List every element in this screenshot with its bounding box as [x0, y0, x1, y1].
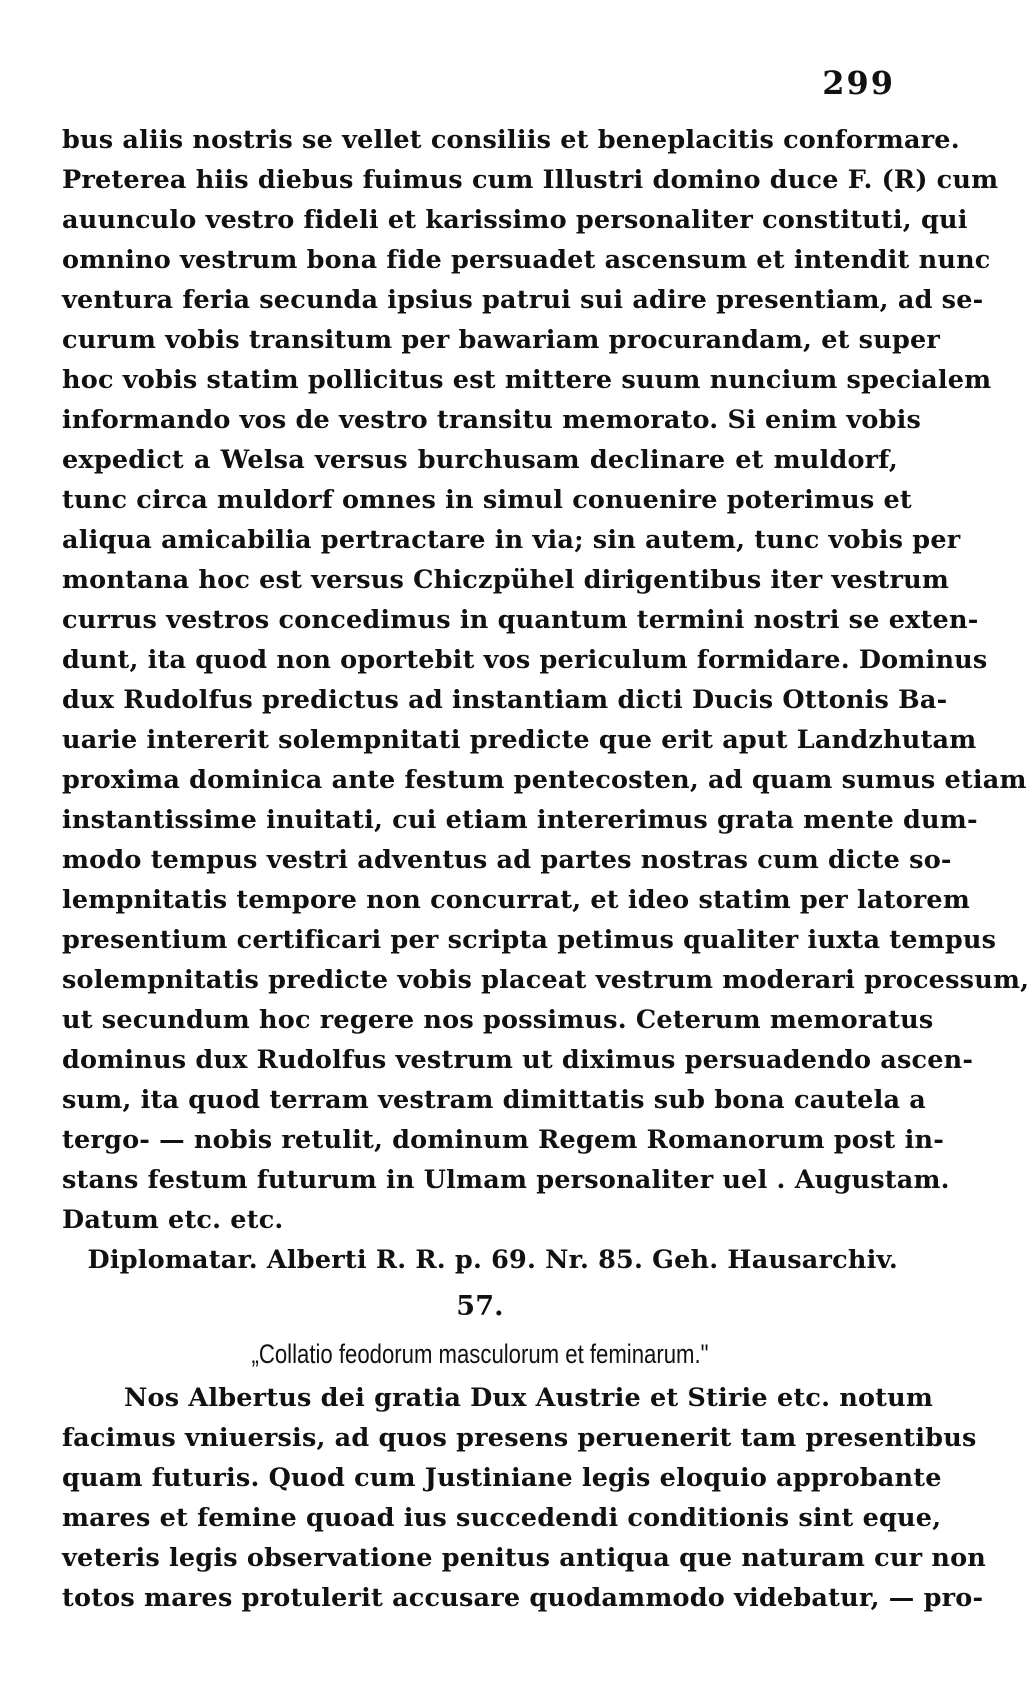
text-line: Preterea hiis diebus fuimus cum Illustri domino duce F. (R) cum — [62, 165, 999, 195]
text-line: dunt, ita quod non oportebit vos periculum formidare. Dominus — [62, 645, 988, 675]
text-line: dux Rudolfus predictus ad instantiam dicti Ducis Ottonis Ba- — [62, 685, 948, 715]
document-number: 57. — [456, 1291, 504, 1322]
text-line: lempnitatis tempore non concurrat, et ideo statim per latorem — [62, 885, 971, 915]
text-line: Nos Albertus dei gratia Dux Austrie et Stirie etc. notum — [124, 1383, 934, 1413]
page-number: 299 — [822, 64, 895, 102]
text-line: veteris legis observatione penitus antiqua que naturam cur non — [62, 1543, 987, 1573]
text-line: informando vos de vestro transitu memorato. Si enim vobis — [62, 405, 922, 435]
text-line: omnino vestrum bona fide persuadet ascensum et intendit nunc — [62, 245, 991, 275]
text-line: sum, ita quod terram vestram dimittatis sub bona cautela a — [62, 1085, 926, 1115]
text-line: modo tempus vestri adventus ad partes nostras cum dicte so- — [62, 845, 952, 875]
text-line: ventura feria secunda ipsius patrui sui adire presentiam, ad se- — [62, 285, 984, 315]
text-line: ut secundum hoc regere nos possimus. Ceterum memoratus — [62, 1005, 934, 1035]
text-line: curum vobis transitum per bawariam procurandam, et super — [62, 325, 941, 355]
text-line: quam futuris. Quod cum Justiniane legis eloquio approbante — [62, 1463, 942, 1493]
text-line: solempnitatis predicte vobis placeat vestrum moderari processum, — [62, 965, 1029, 995]
text-line: tunc circa muldorf omnes in simul conuenire poterimus et — [62, 485, 912, 515]
text-line: expedict a Welsa versus burchusam declinare et muldorf, — [62, 445, 898, 475]
text-line: auunculo vestro fideli et karissimo personaliter constituti, qui — [62, 205, 968, 235]
text-line: Datum etc. etc. — [62, 1205, 284, 1235]
text-line: presentium certificari per scripta petimus qualiter iuxta tempus — [62, 925, 997, 955]
text-line: facimus vniuersis, ad quos presens peruenerit tam presentibus — [62, 1423, 977, 1453]
text-line: instantissime inuitati, cui etiam intererimus grata mente dum- — [62, 805, 978, 835]
text-line: proxima dominica ante festum pentecosten, ad quam sumus etiam — [62, 765, 1027, 795]
text-body — [62, 120, 1029, 1618]
text-line: dominus dux Rudolfus vestrum ut diximus persuadendo ascen- — [62, 1045, 974, 1075]
text-line: currus vestros concedimus in quantum termini nostri se exten- — [62, 605, 979, 635]
text-line: montana hoc est versus Chiczpühel dirigentibus iter vestrum — [62, 565, 950, 595]
document-title: „Collatio feodorum masculorum et feminarum." — [251, 1339, 709, 1369]
text-line: tergo- — nobis retulit, dominum Regem Romanorum post in- — [62, 1125, 945, 1155]
text-line: aliqua amicabilia pertractare in via; sin autem, tunc vobis per — [62, 525, 961, 555]
text-line: uarie intererit solempnitati predicte que erit aput Landzhutam — [62, 725, 977, 755]
text-line: stans festum futurum in Ulmam personaliter uel . Augustam. — [62, 1165, 950, 1195]
source-citation: Diplomatar. Alberti R. R. p. 69. Nr. 85. Geh. Hausarchiv. — [87, 1245, 898, 1275]
text-line: totos mares protulerit accusare quodammodo videbatur, — pro- — [62, 1583, 984, 1613]
text-line: mares et femine quoad ius succedendi conditionis sint eque, — [62, 1503, 942, 1533]
text-line: bus aliis nostris se vellet consiliis et beneplacitis conformare. — [62, 125, 960, 155]
text-line: hoc vobis statim pollicitus est mittere suum nuncium specialem — [62, 365, 992, 395]
